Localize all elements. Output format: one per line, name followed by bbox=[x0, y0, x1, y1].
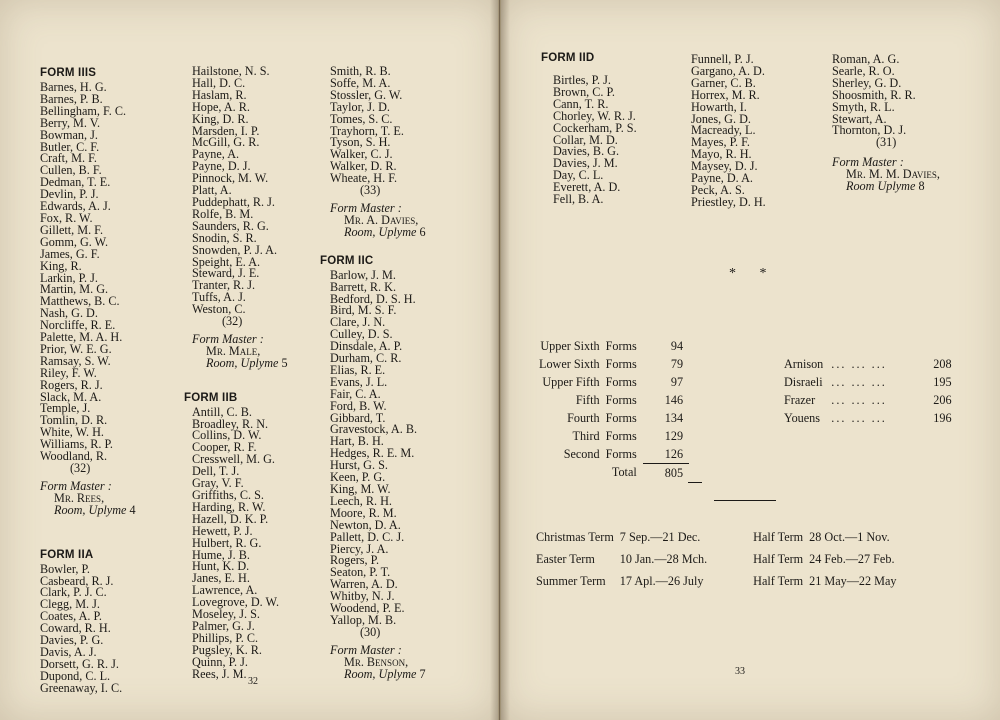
student-name: Cann, T. R. bbox=[553, 96, 609, 111]
form-label: Forms bbox=[605, 446, 637, 461]
student-name: King, M. W. bbox=[330, 482, 391, 496]
student-name: Horrex, M. R. bbox=[691, 87, 760, 102]
student-name: Hurst, G. S. bbox=[330, 458, 388, 473]
student-name: Seaton, P. T. bbox=[330, 565, 391, 580]
book-gutter bbox=[490, 0, 510, 720]
house-name: Frazer bbox=[784, 392, 816, 407]
house-dots: ... ... ... bbox=[831, 356, 887, 371]
student-name: James, G. F. bbox=[40, 246, 100, 261]
student-name: Antill, C. B. bbox=[192, 404, 252, 419]
student-name: McGill, G. R. bbox=[192, 135, 260, 150]
term-dates: 7 Sep.—21 Dec. bbox=[619, 529, 701, 544]
student-name: Keen, P. G. bbox=[330, 470, 386, 485]
student-name: Ford, B. W. bbox=[330, 398, 387, 413]
form-level: Upper Fifth bbox=[542, 374, 600, 389]
form-iiis-cont-master-label: Form Master : bbox=[192, 331, 264, 346]
form-iid-master-label: Form Master : bbox=[832, 155, 904, 170]
house-dots: ... ... ... bbox=[831, 392, 887, 407]
form-iid-list-1 bbox=[541, 75, 691, 206]
section-stars: * * bbox=[729, 266, 777, 281]
student-name: Martin, M. G. bbox=[40, 282, 109, 297]
student-name: Quinn, P. J. bbox=[192, 654, 248, 669]
student-name: Rogers, P. bbox=[330, 553, 380, 568]
student-name: Hedges, R. E. M. bbox=[330, 446, 415, 461]
student-name: Fair, C. A. bbox=[330, 386, 381, 401]
student-name: Barlow, J. M. bbox=[330, 267, 396, 282]
form-iia-cont-master-label: Form Master : bbox=[330, 200, 402, 215]
form-iid-count: (31) bbox=[876, 135, 897, 150]
student-name: Lovegrove, D. W. bbox=[192, 595, 279, 610]
form-total-row bbox=[539, 391, 689, 409]
student-name: Palmer, G. J. bbox=[192, 618, 255, 633]
form-iib-list bbox=[192, 404, 332, 681]
form-iic-list bbox=[330, 267, 480, 627]
student-name: Piercy, J. A. bbox=[330, 541, 389, 556]
student-name: White, W. H. bbox=[40, 425, 104, 440]
house-totals-table bbox=[784, 355, 952, 427]
student-name: Lawrence, A. bbox=[192, 583, 258, 598]
student-name: Snowden, P. J. A. bbox=[192, 242, 277, 257]
student-name: Bowman, J. bbox=[40, 127, 98, 142]
student-name: Newton, D. A. bbox=[330, 517, 401, 532]
form-iic-master-label: Form Master : bbox=[330, 642, 402, 657]
student-name: Tomlin, D. R. bbox=[40, 413, 108, 428]
student-name: Riley, F. W. bbox=[40, 365, 97, 380]
form-label: Forms bbox=[605, 428, 637, 443]
form-iiis-heading: FORM IIIS bbox=[40, 67, 97, 79]
student-name: Tuffs, A. J. bbox=[192, 290, 246, 305]
student-name: Berry, M. V. bbox=[40, 115, 101, 130]
total-label: Total bbox=[611, 465, 637, 480]
form-iib-heading: FORM IIB bbox=[184, 391, 238, 404]
student-name: Hewett, P. J. bbox=[192, 523, 253, 538]
student-name: Clare, J. N. bbox=[330, 315, 386, 330]
form-iia-cont-list bbox=[330, 66, 480, 185]
student-name: Garner, C. B. bbox=[691, 75, 756, 90]
student-name: Platt, A. bbox=[192, 183, 232, 198]
house-row bbox=[784, 355, 952, 373]
student-name: Gomm, G. W. bbox=[40, 234, 109, 249]
form-level: Upper Sixth bbox=[540, 338, 600, 353]
term-row bbox=[536, 548, 903, 570]
terms-table bbox=[536, 526, 903, 592]
form-iid-list-2 bbox=[691, 54, 831, 209]
term-dates: 17 Apl.—26 July bbox=[619, 573, 704, 588]
student-name: Walker, D. R. bbox=[330, 159, 397, 174]
student-name: Griffiths, C. S. bbox=[192, 488, 264, 502]
student-name: Devlin, P. J. bbox=[40, 187, 99, 202]
student-name: Matthews, B. C. bbox=[40, 294, 120, 309]
student-name: Butler, C. F. bbox=[40, 139, 100, 154]
student-name: Cullen, B. F. bbox=[40, 163, 102, 178]
student-name: Davies, J. M. bbox=[553, 156, 618, 171]
house-row bbox=[784, 373, 952, 391]
student-name: Funnell, P. J. bbox=[691, 52, 754, 66]
student-name: Temple, J. bbox=[40, 401, 91, 416]
student-name: Davis, A. J. bbox=[40, 644, 97, 659]
student-name: Barnes, H. G. bbox=[40, 80, 107, 94]
form-iia-cont-master-room: Room, Uplyme 6 bbox=[344, 224, 426, 239]
student-name: Tomes, S. C. bbox=[330, 111, 393, 126]
student-name: Priestley, D. H. bbox=[691, 194, 766, 209]
student-name: Steward, J. E. bbox=[192, 266, 260, 281]
student-name: Taylor, J. D. bbox=[330, 99, 390, 114]
student-name: Stewart, A. bbox=[832, 111, 887, 126]
divider-rule bbox=[714, 500, 776, 501]
student-name: Gargano, A. D. bbox=[691, 63, 765, 78]
student-name: Searle, R. O. bbox=[832, 63, 895, 78]
student-name: Palette, M. A. H. bbox=[40, 330, 123, 345]
student-name: Payne, D. A. bbox=[691, 171, 753, 186]
form-count: 129 bbox=[664, 428, 684, 443]
student-name: Wheate, H. F. bbox=[330, 171, 398, 186]
student-name: Clegg, M. J. bbox=[40, 597, 100, 612]
student-name: Davies, B. G. bbox=[553, 144, 620, 159]
student-name: Walker, C. J. bbox=[330, 147, 393, 162]
student-name: Barnes, P. B. bbox=[40, 91, 103, 106]
student-name: Payne, D. J. bbox=[192, 159, 251, 174]
column-3 bbox=[320, 64, 480, 681]
student-name: Prior, W. E. G. bbox=[40, 341, 112, 356]
student-name: Cockerham, P. S. bbox=[553, 120, 637, 135]
student-name: Stossler, G. W. bbox=[330, 87, 403, 102]
form-iiis-cont-master-name: Mr. Male, bbox=[206, 343, 261, 358]
student-name: Rees, J. M. bbox=[192, 666, 247, 681]
student-name: Marsden, I. P. bbox=[192, 123, 260, 138]
total-underline bbox=[688, 482, 702, 483]
student-name: Payne, A. bbox=[192, 147, 240, 162]
form-iiis-cont-count: (32) bbox=[222, 314, 243, 329]
form-count: 126 bbox=[664, 446, 684, 461]
student-name: Barrett, R. K. bbox=[330, 279, 397, 294]
house-name: Disraeli bbox=[784, 374, 823, 389]
form-total-row bbox=[539, 355, 689, 373]
form-iia-heading: FORM IIA bbox=[40, 548, 94, 561]
student-name: Collins, D. W. bbox=[192, 428, 262, 443]
form-iid-column-3 bbox=[832, 54, 992, 193]
left-page bbox=[0, 0, 499, 720]
student-name: Moore, R. M. bbox=[330, 505, 397, 520]
student-name: Coward, R. H. bbox=[40, 621, 111, 636]
form-count: 94 bbox=[670, 338, 684, 353]
student-name: Dinsdale, A. P. bbox=[330, 339, 403, 354]
student-name: Snodin, S. R. bbox=[192, 230, 257, 245]
column-gap bbox=[713, 526, 753, 548]
student-name: Fell, B. A. bbox=[553, 192, 604, 207]
student-name: Weston, C. bbox=[192, 302, 246, 317]
column-gap bbox=[713, 570, 753, 592]
half-term-dates: 28 Oct.—1 Nov. bbox=[809, 529, 890, 544]
form-iiis-list bbox=[40, 82, 190, 463]
form-iiis-cont-master-room: Room, Uplyme 5 bbox=[206, 355, 288, 370]
student-name: Pallett, D. C. J. bbox=[330, 529, 405, 544]
house-name: Youens bbox=[784, 410, 821, 425]
half-term-label: Half Term bbox=[753, 551, 804, 566]
student-name: Edwards, A. J. bbox=[40, 199, 111, 214]
student-name: Hazell, D. K. P. bbox=[192, 511, 269, 526]
student-name: Hailstone, N. S. bbox=[192, 64, 270, 78]
form-count: 97 bbox=[670, 374, 684, 389]
student-name: Moseley, J. S. bbox=[192, 607, 260, 622]
term-name: Easter Term bbox=[536, 551, 595, 566]
page-number-left: 32 bbox=[248, 676, 258, 687]
form-iic-count: (30) bbox=[360, 624, 381, 639]
form-count: 134 bbox=[664, 410, 684, 425]
form-iiis-master-label: Form Master : bbox=[40, 478, 112, 493]
form-label: Forms bbox=[605, 374, 637, 389]
form-iid-master-room: Room Uplyme 8 bbox=[846, 179, 925, 194]
student-name: Dedman, T. E. bbox=[40, 175, 111, 190]
form-iid-column-2 bbox=[691, 54, 831, 209]
form-iid-list-3 bbox=[832, 54, 992, 137]
house-count: 206 bbox=[933, 392, 952, 407]
form-iia-cont-count: (33) bbox=[360, 183, 381, 198]
term-dates: 10 Jan.—28 Mch. bbox=[619, 551, 708, 566]
student-name: King, R. bbox=[40, 258, 82, 273]
student-name: Casbeard, R. J. bbox=[40, 573, 114, 588]
form-count: 146 bbox=[664, 392, 684, 407]
student-name: Speight, E. A. bbox=[192, 254, 261, 269]
student-name: Everett, A. D. bbox=[553, 180, 621, 195]
student-name: Pinnock, M. W. bbox=[192, 171, 269, 186]
student-name: Culley, D. S. bbox=[330, 327, 393, 342]
half-term-label: Half Term bbox=[753, 529, 804, 544]
student-name: Nash, G. D. bbox=[40, 306, 98, 321]
student-name: King, D. R. bbox=[192, 111, 249, 126]
student-name: Brown, C. P. bbox=[553, 84, 615, 99]
student-name: Thornton, D. J. bbox=[832, 123, 907, 138]
student-name: Rogers, R. J. bbox=[40, 377, 103, 392]
total-value: 805 bbox=[643, 464, 689, 483]
form-iid-column-1 bbox=[541, 51, 691, 206]
student-name: Macready, L. bbox=[691, 123, 756, 138]
student-name: Haslam, R. bbox=[192, 87, 247, 102]
half-term-dates: 21 May—22 May bbox=[809, 573, 897, 588]
student-name: Clark, P. J. C. bbox=[40, 585, 107, 600]
student-name: Janes, E. H. bbox=[192, 571, 250, 586]
student-name: Tyson, S. H. bbox=[330, 135, 391, 150]
column-gap bbox=[713, 548, 753, 570]
form-label: Forms bbox=[605, 356, 637, 371]
form-iiis-cont-list bbox=[192, 66, 332, 316]
student-name: Hume, J. B. bbox=[192, 547, 250, 562]
form-level: Fourth bbox=[567, 410, 600, 425]
student-name: Gravestock, A. B. bbox=[330, 422, 417, 437]
half-term-dates: 24 Feb.—27 Feb. bbox=[809, 551, 895, 566]
student-name: Cresswell, M. G. bbox=[192, 452, 275, 467]
student-name: Howarth, I. bbox=[691, 99, 747, 114]
student-name: Gray, V. F. bbox=[192, 476, 244, 491]
student-name: Roman, A. G. bbox=[832, 52, 900, 66]
student-name: Hart, B. H. bbox=[330, 434, 384, 449]
student-name: Bedford, D. S. H. bbox=[330, 291, 416, 306]
house-dots: ... ... ... bbox=[831, 374, 887, 389]
form-iiis-master-name: Mr. Rees, bbox=[54, 490, 105, 505]
student-name: Smith, R. B. bbox=[330, 64, 391, 78]
student-name: Woodland, R. bbox=[40, 449, 108, 464]
form-iiis-count: (32) bbox=[70, 461, 91, 475]
house-row bbox=[784, 391, 952, 409]
student-name: Sherley, G. D. bbox=[832, 75, 902, 90]
student-name: Dell, T. J. bbox=[192, 464, 240, 479]
form-level: Lower Sixth bbox=[539, 356, 600, 371]
student-name: Craft, M. F. bbox=[40, 151, 97, 166]
form-iia-cont-master-name: Mr. A. Davies, bbox=[344, 212, 419, 227]
form-iic-heading: FORM IIC bbox=[320, 254, 374, 267]
student-name: Tranter, R. J. bbox=[192, 278, 256, 293]
student-name: Mayo, R. H. bbox=[691, 147, 752, 162]
form-iia-list bbox=[40, 561, 190, 695]
half-term-label: Half Term bbox=[753, 573, 804, 588]
form-iic-master-room: Room, Uplyme 7 bbox=[344, 666, 426, 681]
student-name: Shoosmith, R. R. bbox=[832, 87, 916, 102]
form-iid-heading: FORM IID bbox=[541, 52, 595, 64]
form-level: Third bbox=[572, 428, 600, 443]
term-row bbox=[536, 570, 903, 592]
term-name: Summer Term bbox=[536, 573, 606, 588]
student-name: Gibbard, T. bbox=[330, 410, 386, 425]
student-name: Bowler, P. bbox=[40, 561, 90, 576]
form-label: Forms bbox=[605, 338, 637, 353]
student-name: Davies, P. G. bbox=[40, 633, 104, 648]
student-name: Harding, R. W. bbox=[192, 499, 266, 514]
page-number-right: 33 bbox=[735, 666, 745, 677]
house-count: 208 bbox=[933, 356, 952, 371]
form-totals-total-row bbox=[539, 464, 689, 483]
form-label: Forms bbox=[605, 410, 637, 425]
form-totals-table bbox=[539, 337, 689, 482]
form-count: 79 bbox=[670, 356, 684, 371]
house-count: 195 bbox=[933, 374, 952, 389]
student-name: Larkin, P. J. bbox=[40, 270, 98, 285]
student-name: Smyth, R. L. bbox=[832, 99, 895, 114]
student-name: Jones, G. D. bbox=[691, 111, 751, 126]
form-iid-master-name: Mr. M. M. Davies, bbox=[846, 167, 940, 182]
student-name: Birtles, P. J. bbox=[553, 73, 611, 87]
student-name: Williams, R. P. bbox=[40, 437, 113, 452]
form-level: Second bbox=[563, 446, 600, 461]
student-name: Greenaway, I. C. bbox=[40, 680, 123, 695]
student-name: Coates, A. P. bbox=[40, 609, 102, 624]
house-dots: ... ... ... bbox=[831, 410, 887, 425]
form-total-row bbox=[539, 337, 689, 355]
student-name: Mayes, P. F. bbox=[691, 135, 750, 150]
student-name: Bellingham, F. C. bbox=[40, 103, 127, 118]
student-name: Peck, A. S. bbox=[691, 182, 745, 197]
student-name: Day, C. L. bbox=[553, 168, 604, 183]
student-name: Bird, M. S. F. bbox=[330, 303, 397, 318]
student-name: Warren, A. D. bbox=[330, 577, 398, 592]
form-level: Fifth bbox=[575, 392, 600, 407]
student-name: Rolfe, B. M. bbox=[192, 206, 254, 221]
student-name: Hope, A. R. bbox=[192, 99, 250, 114]
form-total-row bbox=[539, 409, 689, 427]
student-name: Dorsett, G. R. J. bbox=[40, 656, 119, 671]
column-2 bbox=[184, 64, 332, 681]
student-name: Chorley, W. R. J. bbox=[553, 108, 636, 123]
student-name: Cooper, R. F. bbox=[192, 440, 257, 455]
house-count: 196 bbox=[933, 410, 952, 425]
term-name: Christmas Term bbox=[536, 529, 614, 544]
form-iiis-master-room: Room, Uplyme 4 bbox=[54, 502, 136, 517]
student-name: Hulbert, R. G. bbox=[192, 535, 262, 550]
student-name: Whitby, N. J. bbox=[330, 589, 395, 604]
student-name: Phillips, P. C. bbox=[192, 630, 259, 645]
form-total-row bbox=[539, 427, 689, 445]
student-name: Fox, R. W. bbox=[40, 210, 93, 225]
student-name: Trayhorn, T. E. bbox=[330, 123, 404, 138]
student-name: Saunders, R. G. bbox=[192, 218, 269, 233]
house-row bbox=[784, 409, 952, 427]
student-name: Hall, D. C. bbox=[192, 75, 246, 90]
student-name: Durham, C. R. bbox=[330, 351, 402, 366]
student-name: Leech, R. H. bbox=[330, 493, 392, 508]
student-name: Slack, M. A. bbox=[40, 389, 102, 404]
term-row bbox=[536, 526, 903, 548]
student-name: Hunt, K. D. bbox=[192, 559, 250, 574]
student-name: Norcliffe, R. E. bbox=[40, 318, 116, 333]
student-name: Woodend, P. E. bbox=[330, 601, 405, 616]
student-name: Collar, M. D. bbox=[553, 132, 618, 147]
form-iic-master-name: Mr. Benson, bbox=[344, 654, 409, 669]
student-name: Maysey, D. J. bbox=[691, 159, 758, 174]
student-name: Gillett, M. F. bbox=[40, 222, 104, 237]
house-name: Arnison bbox=[784, 356, 824, 371]
column-1 bbox=[40, 66, 190, 695]
student-name: Puddephatt, R. J. bbox=[192, 194, 275, 209]
student-name: Dupond, C. L. bbox=[40, 668, 111, 683]
student-name: Ramsay, S. W. bbox=[40, 353, 111, 368]
student-name: Elias, R. E. bbox=[330, 362, 386, 377]
form-label: Forms bbox=[605, 392, 637, 407]
student-name: Broadley, R. N. bbox=[192, 416, 269, 431]
form-total-row bbox=[539, 373, 689, 391]
student-name: Evans, J. L. bbox=[330, 374, 388, 389]
student-name: Soffe, M. A. bbox=[330, 75, 391, 90]
right-page bbox=[500, 0, 1000, 720]
form-total-row bbox=[539, 445, 689, 464]
student-name: Yallop, M. B. bbox=[330, 612, 397, 627]
student-name: Pugsley, K. R. bbox=[192, 642, 262, 657]
